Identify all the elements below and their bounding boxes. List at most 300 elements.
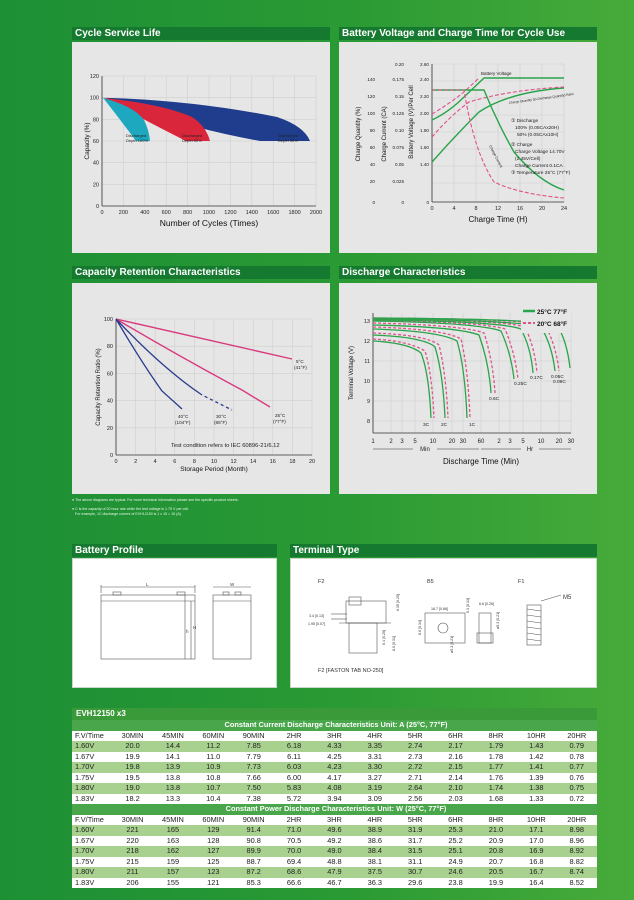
- v2-tick: 0.15: [395, 94, 404, 99]
- table-cell: 8.74: [557, 867, 598, 878]
- voltage-curve-50: [432, 78, 479, 114]
- table-row: [72, 878, 597, 889]
- table-cell: 88.7: [234, 857, 274, 868]
- dis-ytick: 9: [366, 399, 370, 405]
- table-cell: 20.0: [112, 741, 152, 752]
- charge-y3label: Battery Voltage (V)/Per Cell: [409, 85, 415, 159]
- ret-label-40c: 40°C: [178, 414, 189, 419]
- table-cell: 19.9: [112, 752, 152, 763]
- dis-hr-label: Hr: [526, 447, 534, 453]
- table-cell: 1.60V: [72, 825, 112, 836]
- dis-xtick: 30: [567, 439, 575, 445]
- table-cell: 1.67V: [72, 752, 112, 763]
- terminal-m5-label: M5: [563, 595, 572, 601]
- charge-xtick: 20: [538, 206, 546, 212]
- ret-ytick: 20: [106, 425, 113, 432]
- table-column-header: 5HR: [395, 731, 435, 742]
- v2-tick: 0.025: [392, 179, 404, 184]
- charge-legend: 100% (0.05CAx20H): [515, 126, 559, 131]
- table-column-header: 60MIN: [193, 731, 233, 742]
- v1-tick: 20: [369, 179, 375, 184]
- table-cell: 19.9: [476, 878, 516, 889]
- ret-ylabel: Capacity Retention Ratio (%): [96, 348, 102, 426]
- dim-f2-b: 1.95 [0.07]: [308, 622, 325, 626]
- table-cell: 0.72: [557, 794, 598, 805]
- ret-ytick: 60: [106, 371, 113, 378]
- table-section-title: [72, 804, 597, 815]
- table-cell: 1.42: [516, 752, 556, 763]
- table-cell: 1.68: [476, 794, 516, 805]
- ret-ytick: 80: [106, 344, 113, 351]
- cycle-ytick: 120: [89, 74, 99, 80]
- dim-h-small: h: [186, 629, 189, 634]
- table-cell: 16.7: [516, 867, 556, 878]
- table-cell: 13.8: [153, 783, 193, 794]
- dim-f2-c: 6.35 [0.25]: [396, 594, 400, 611]
- charge-y1label: Charge Quantity (%): [356, 106, 362, 162]
- table-row: [72, 825, 597, 836]
- dim-l: L: [146, 582, 149, 587]
- table-cell: 123: [193, 867, 233, 878]
- table-cell: 7.50: [234, 783, 274, 794]
- table-column-header: 2HR: [274, 731, 314, 742]
- table-column-header: 60MIN: [193, 815, 233, 826]
- v2-tick: 0.10: [395, 128, 404, 133]
- table-cell: 69.4: [274, 857, 314, 868]
- table-cell: 20.9: [476, 836, 516, 847]
- table-cell: 211: [112, 867, 152, 878]
- v3-tick: 2.40: [420, 77, 429, 82]
- table-cell: 23.8: [435, 878, 475, 889]
- table-column-header: 8HR: [476, 731, 516, 742]
- dis-xtick: 10: [537, 439, 545, 445]
- charge-chart: [339, 42, 597, 253]
- table-cell: 2.17: [435, 741, 475, 752]
- table-cell: 38.9: [355, 825, 395, 836]
- dis-rate-06c: 0.6C: [489, 397, 500, 402]
- table-column-header: 45MIN: [153, 815, 193, 826]
- table-cell: 128: [193, 836, 233, 847]
- terminal-type-box: [290, 558, 597, 688]
- cycle-xtick: 1000: [202, 210, 216, 216]
- charge-legend: ③ Temperature 25°C (77°F): [511, 171, 571, 176]
- table-cell: 31.7: [395, 836, 435, 847]
- ret-label-5c-f: (41°F): [294, 365, 307, 370]
- v3-tick: 0: [426, 200, 429, 205]
- table-cell: 13.3: [153, 794, 193, 805]
- table-cell: 70.0: [274, 846, 314, 857]
- table-cell: 165: [153, 825, 193, 836]
- terminal-drawing: [291, 559, 598, 689]
- table-cell: 66.6: [274, 878, 314, 889]
- table-cell: 68.6: [274, 867, 314, 878]
- table-cell: 121: [193, 878, 233, 889]
- cycle-xtick: 800: [183, 210, 193, 216]
- battery-profile-box: [72, 558, 277, 688]
- dis-min-label: Min: [420, 447, 430, 453]
- charge-legend: ① Discharge: [511, 119, 539, 124]
- table-cell: 2.73: [395, 752, 435, 763]
- cycle-label-30-a: Discharged: [278, 133, 299, 138]
- charge-xtick: 24: [560, 206, 568, 212]
- table-column-header: 6HR: [435, 731, 475, 742]
- table-cell: 24.6: [435, 867, 475, 878]
- table-cell: 6.11: [274, 752, 314, 763]
- table-section-label: Constant Power Discharge Characteristics Unit: W (25°C, 77°F): [72, 804, 597, 815]
- dim-b5-b: 6.6 [0.26]: [479, 602, 494, 606]
- charge-legend: Charge Current 0.1CA: [515, 164, 563, 169]
- table-row: [72, 773, 597, 784]
- ret-xtick: 10: [210, 459, 218, 465]
- v2-tick: 0.20: [395, 62, 404, 67]
- table-cell: 159: [153, 857, 193, 868]
- table-cell: 13.8: [153, 773, 193, 784]
- dis-ytick: 10: [363, 379, 370, 385]
- table-cell: 4.08: [314, 783, 354, 794]
- dis-2c-25: [373, 335, 445, 418]
- table-cell: 87.2: [234, 867, 274, 878]
- dis-xtick: 5: [413, 439, 417, 445]
- header-battery-profile: Battery Profile: [72, 544, 277, 557]
- dim-b5-d: ø5.3 [0.21]: [496, 611, 500, 629]
- table-cell: 89.9: [234, 846, 274, 857]
- table-cell: 215: [112, 857, 152, 868]
- cycle-xlabel: Number of Cycles (Times): [159, 218, 259, 228]
- cycle-xtick: 0: [100, 210, 104, 216]
- dis-3c-20: [373, 339, 434, 418]
- table-cell: 14.1: [153, 752, 193, 763]
- dim-b5-c: ø5.3 [0.21]: [450, 635, 454, 653]
- v2-tick: 0.075: [392, 145, 404, 150]
- table-cell: 49.6: [314, 825, 354, 836]
- cycle-ytick: 20: [92, 182, 99, 189]
- ret-xtick: 4: [153, 459, 157, 465]
- ret-xtick: 0: [114, 459, 118, 465]
- table-row: [72, 762, 597, 773]
- dis-xtick: 20: [555, 439, 563, 445]
- table-cell: 2.03: [435, 794, 475, 805]
- dis-rate-009c: 0.09C: [553, 380, 566, 385]
- table-cell: 1.78: [476, 752, 516, 763]
- table-column-header: 30MIN: [112, 731, 152, 742]
- cycle-xtick: 600: [161, 210, 171, 216]
- cycle-xtick: 400: [140, 210, 150, 216]
- label-battery-voltage: Battery Voltage: [481, 71, 512, 76]
- table-cell: 7.38: [234, 794, 274, 805]
- dis-legend-20c: 20°C 68°F: [537, 321, 568, 328]
- table-row: [72, 857, 597, 868]
- dis-xtick: 3: [400, 439, 404, 445]
- note-2: ● C is the capacity of 20 hour rate while the test voltage is 1.75 V per cell.: [72, 507, 190, 511]
- charge-xtick: 0: [430, 206, 434, 212]
- table-cell: 1.79: [476, 741, 516, 752]
- table-cell: 10.8: [193, 773, 233, 784]
- table-cell: 31.5: [395, 846, 435, 857]
- cycle-ytick: 60: [92, 139, 99, 145]
- dis-xtick: 2: [497, 439, 501, 445]
- v1-tick: 140: [367, 77, 375, 82]
- dis-xtick: 3: [508, 439, 512, 445]
- note-1: ● The above diagrams are typical. For more technical information please see the specific product sheets.: [72, 498, 239, 502]
- charge-xlabel: Charge Time (H): [468, 215, 528, 224]
- table-column-header: 2HR: [274, 815, 314, 826]
- header-cycle-service-life: Cycle Service Life: [72, 27, 330, 40]
- table-column-header: F.V/Time: [72, 815, 112, 826]
- table-cell: 5.72: [274, 794, 314, 805]
- table-cell: 31.9: [395, 825, 435, 836]
- table-cell: 29.6: [395, 878, 435, 889]
- table-row: [72, 741, 597, 752]
- header-battery-voltage: Battery Voltage and Charge Time for Cycle Use: [339, 27, 597, 40]
- charge-legend: 50% (0.05CAx10H): [517, 133, 559, 138]
- table-cell: 49.2: [314, 836, 354, 847]
- cycle-label-50-a: Discharged: [182, 133, 203, 138]
- dis-xlabel: Discharge Time (Min): [442, 457, 520, 466]
- discharge-chart: [339, 283, 597, 494]
- header-discharge-characteristics: Discharge Characteristics: [339, 266, 597, 279]
- table-cell: 6.18: [274, 741, 314, 752]
- v2-tick: 0.125: [392, 111, 404, 116]
- table-cell: 1.77: [476, 762, 516, 773]
- ret-xtick: 14: [250, 459, 257, 465]
- table-cell: 3.35: [355, 741, 395, 752]
- table-column-header: F.V/Time: [72, 731, 112, 742]
- v1-tick: 0: [372, 200, 375, 205]
- table-cell: 85.3: [234, 878, 274, 889]
- table-cell: 25.3: [435, 825, 475, 836]
- ret-label-5c: 5°C: [296, 359, 304, 364]
- table-cell: 10.9: [193, 762, 233, 773]
- table-cell: 7.66: [234, 773, 274, 784]
- charge-xtick: 12: [494, 206, 502, 212]
- dim-f2-e: 8.0 [0.31]: [392, 636, 396, 651]
- table-cell: 7.73: [234, 762, 274, 773]
- table-cell: 17.0: [516, 836, 556, 847]
- table-cell: 220: [112, 836, 152, 847]
- ret-label-40c-f: (104°F): [175, 420, 191, 425]
- table-cell: 8.98: [557, 825, 598, 836]
- table-column-header: 8HR: [476, 815, 516, 826]
- table-cell: 90.8: [234, 836, 274, 847]
- ret-xlabel: Storage Period (Month): [180, 466, 248, 473]
- table-cell: 2.56: [395, 794, 435, 805]
- table-cell: 46.7: [314, 878, 354, 889]
- table-row: [72, 867, 597, 878]
- charge-xtick: 16: [516, 206, 524, 212]
- table-cell: 19.8: [112, 762, 152, 773]
- table-cell: 6.00: [274, 773, 314, 784]
- table-column-header: 90MIN: [234, 815, 274, 826]
- dis-rate-005c: 0.05C: [551, 375, 564, 380]
- dis-017c-25: [373, 320, 533, 373]
- battery-side-view: [213, 595, 251, 659]
- table-row: [72, 846, 597, 857]
- table-cell: 3.30: [355, 762, 395, 773]
- table-row: [72, 836, 597, 847]
- ret-xtick: 18: [289, 459, 296, 465]
- v3-tick: 1.60: [420, 145, 429, 150]
- dim-w: W: [230, 582, 235, 587]
- v3-tick: 2.60: [420, 62, 429, 67]
- table-cell: 20.7: [476, 857, 516, 868]
- retention-chart: [72, 283, 330, 494]
- retention-curve-40c: [116, 319, 182, 409]
- table-cell: 155: [153, 878, 193, 889]
- table-cell: 25.1: [435, 846, 475, 857]
- table-cell: 0.75: [557, 783, 598, 794]
- table-cell: 36.3: [355, 878, 395, 889]
- table-column-header: 6HR: [435, 815, 475, 826]
- table-cell: 162: [153, 846, 193, 857]
- table-cell: 1.83V: [72, 878, 112, 889]
- table-header-row: [72, 731, 597, 742]
- v1-tick: 80: [369, 128, 375, 133]
- table-cell: 4.17: [314, 773, 354, 784]
- v3-tick: 1.40: [420, 162, 429, 167]
- table-cell: 1.76: [476, 773, 516, 784]
- header-capacity-retention: Capacity Retention Characteristics: [72, 266, 330, 279]
- table-cell: 218: [112, 846, 152, 857]
- table-cell: 8.92: [557, 846, 598, 857]
- table-cell: 0.78: [557, 752, 598, 763]
- retention-curve-25c: [116, 319, 270, 407]
- dim-h: H: [193, 625, 197, 630]
- table-cell: 3.09: [355, 794, 395, 805]
- table-cell: 18.2: [112, 794, 152, 805]
- table-cell: 38.1: [355, 857, 395, 868]
- table-cell: 20.8: [476, 846, 516, 857]
- charge-legend: ② Charge: [511, 143, 533, 148]
- table-cell: 1.41: [516, 762, 556, 773]
- ret-xtick: 16: [269, 459, 276, 465]
- table-cell: 70.5: [274, 836, 314, 847]
- dis-rate-025c: 0.25C: [514, 382, 527, 387]
- cycle-label-30-b: Depth 30%: [278, 138, 298, 143]
- cycle-ytick: 80: [92, 117, 99, 124]
- dis-rate-017c: 0.17C: [530, 376, 543, 381]
- cycle-ytick: 0: [95, 204, 99, 210]
- table-cell: 1.39: [516, 773, 556, 784]
- header-terminal-type: Terminal Type: [290, 544, 597, 557]
- table-column-header: 90MIN: [234, 731, 274, 742]
- v1-tick: 60: [369, 145, 375, 150]
- v2-tick: 0.05: [395, 162, 404, 167]
- table-cell: 71.0: [274, 825, 314, 836]
- table-cell: 8.52: [557, 878, 598, 889]
- table-cell: 47.9: [314, 867, 354, 878]
- table-column-header: 3HR: [314, 731, 354, 742]
- ret-xtick: 8: [192, 459, 196, 465]
- table-section-label: Constant Current Discharge Characteristics Unit: A (25°C, 77°F): [72, 720, 597, 731]
- ret-label-25c-f: (77°F): [273, 419, 286, 424]
- table-cell: 8.82: [557, 857, 598, 868]
- table-cell: 25.2: [435, 836, 475, 847]
- table-column-header: 10HR: [516, 731, 556, 742]
- ret-xtick: 20: [308, 459, 316, 465]
- cycle-ylabel: Capacity (%): [84, 122, 91, 160]
- table-cell: 1.70V: [72, 762, 112, 773]
- table-cell: 7.85: [234, 741, 274, 752]
- table-column-header: 45MIN: [153, 731, 193, 742]
- table-cell: 3.31: [355, 752, 395, 763]
- cycle-life-panel: [72, 42, 330, 253]
- charge-xtick: 4: [452, 206, 456, 212]
- retention-panel: [72, 283, 330, 494]
- table-column-header: 20HR: [557, 731, 598, 742]
- ret-label-25c: 25°C: [275, 413, 286, 418]
- table-cell: 1.33: [516, 794, 556, 805]
- dis-rate-2c: 2C: [441, 423, 448, 428]
- cycle-label-100-b: Depth 100%: [126, 138, 149, 143]
- charge-panel: [339, 42, 597, 253]
- discharge-table-grid: [72, 720, 597, 888]
- table-cell: 3.27: [355, 773, 395, 784]
- terminal-f1-label: F1: [518, 579, 525, 585]
- table-cell: 2.16: [435, 752, 475, 763]
- table-column-header: 5HR: [395, 815, 435, 826]
- dis-legend-25c: 25°C 77°F: [537, 309, 568, 316]
- table-cell: 16.8: [516, 857, 556, 868]
- table-cell: 2.64: [395, 783, 435, 794]
- table-header-row: [72, 815, 597, 826]
- table-cell: 1.38: [516, 783, 556, 794]
- cycle-xtick: 1200: [224, 210, 237, 216]
- cycle-xtick: 200: [118, 210, 128, 216]
- dis-ytick: 11: [364, 359, 370, 365]
- table-cell: 10.7: [193, 783, 233, 794]
- table-cell: 2.72: [395, 762, 435, 773]
- table-cell: 1.43: [516, 741, 556, 752]
- table-cell: 38.4: [355, 846, 395, 857]
- table-cell: 5.83: [274, 783, 314, 794]
- ret-ytick: 100: [103, 317, 113, 323]
- discharge-table-body: [72, 720, 597, 888]
- discharge-table: [72, 708, 597, 888]
- v2-tick: 0.175: [392, 77, 404, 82]
- table-cell: 7.79: [234, 752, 274, 763]
- table-section-title: [72, 720, 597, 731]
- dis-ylabel: Terminal Voltage (V): [349, 345, 355, 401]
- table-cell: 2.14: [435, 773, 475, 784]
- dis-xtick: 5: [521, 439, 525, 445]
- dis-xtick: 10: [429, 439, 437, 445]
- dis-xtick: 1: [371, 439, 375, 445]
- note-3: For example, 1C discharge current of EVH12150 is 1 x 15 = 15 (A): [72, 512, 181, 516]
- table-column-header: 3HR: [314, 815, 354, 826]
- dim-b5-e: 8.6 [0.34]: [418, 620, 422, 635]
- dis-rate-3c: 3C: [423, 423, 430, 428]
- v3-tick: 2.20: [420, 94, 429, 99]
- table-column-header: 30MIN: [112, 815, 152, 826]
- cycle-xtick: 1600: [267, 210, 280, 216]
- terminal-b5-label: B5: [427, 579, 434, 585]
- dis-ytick: 8: [366, 419, 370, 425]
- table-cell: 14.4: [153, 741, 193, 752]
- table-cell: 11.0: [193, 752, 233, 763]
- table-cell: 1.75V: [72, 773, 112, 784]
- table-cell: 157: [153, 867, 193, 878]
- v1-tick: 100: [367, 111, 375, 116]
- table-cell: 1.75V: [72, 857, 112, 868]
- table-cell: 1.83V: [72, 794, 112, 805]
- table-cell: 2.15: [435, 762, 475, 773]
- table-cell: 49.0: [314, 846, 354, 857]
- dim-f2-a: 3.4 [0.13]: [309, 614, 324, 618]
- table-cell: 3.19: [355, 783, 395, 794]
- table-cell: 37.5: [355, 867, 395, 878]
- cycle-xtick: 1400: [245, 210, 258, 216]
- charge-legend: (2.45V/Cell): [515, 157, 541, 162]
